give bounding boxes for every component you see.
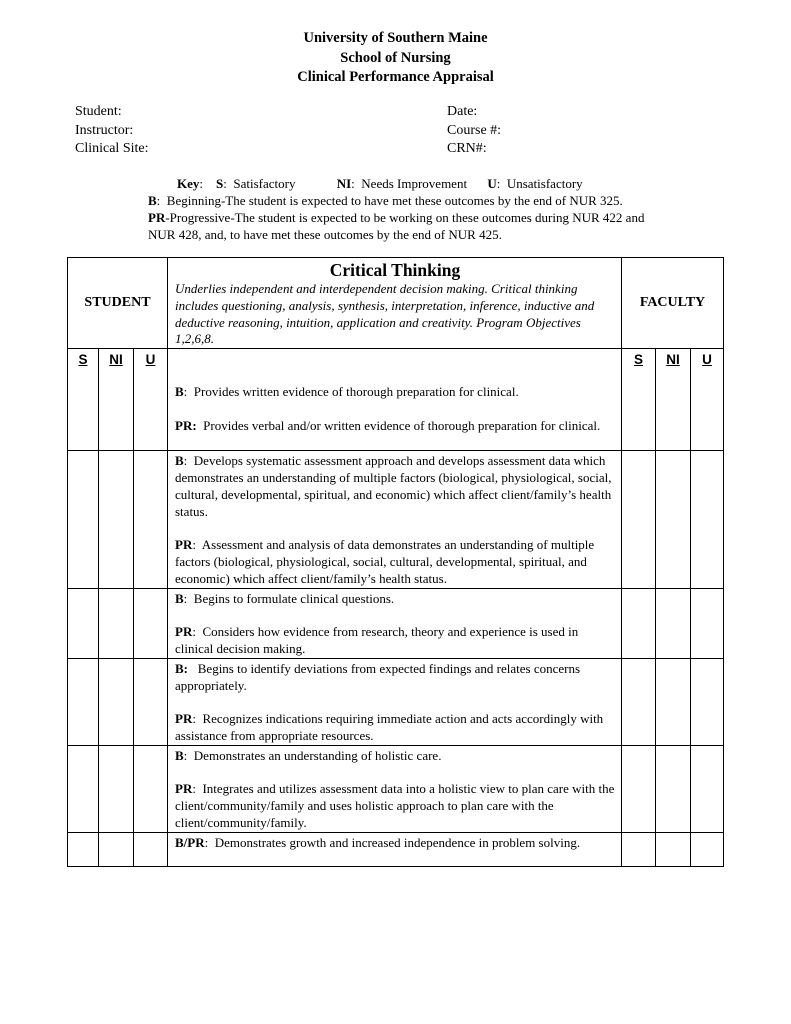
faculty-u-cell[interactable] xyxy=(691,745,724,832)
criterion-cell: B: Provides written evidence of thorough preparation for clinical. PR: Provides verbal and/or written evidence of thorough preparation for clinical. xyxy=(168,349,622,451)
student-header: STUDENT xyxy=(68,258,168,349)
faculty-ni-cell[interactable] xyxy=(656,588,691,658)
pr-text: Considers how evidence from research, theory and experience is used in clinical decision making. xyxy=(175,624,579,656)
criterion-cell: B: Begins to identify deviations from expected findings and relates concerns appropriately. PR: Recognizes indications requiring immediate action and acts accordingly with assistance from appropriate resources. xyxy=(168,658,622,745)
student-ni-cell[interactable] xyxy=(99,658,134,745)
course-label: Course #: xyxy=(447,122,502,138)
student-s-header: S xyxy=(68,349,99,451)
b-text: Provides written evidence of thorough preparation for clinical. xyxy=(193,384,519,400)
form-title: Clinical Performance Appraisal xyxy=(297,69,494,85)
pr-text: Assessment and analysis of data demonstrates an understanding of multiple factors (biological, physiological, social, cultural, developmental, spiritual, and economic) which affect client/family’s health status. xyxy=(175,537,595,586)
key-s-text: Satisfactory xyxy=(233,176,296,191)
faculty-s-cell[interactable] xyxy=(622,745,656,832)
b-label: B xyxy=(175,747,184,763)
b-pr-text: Demonstrates growth and increased independence in problem solving. xyxy=(214,834,581,850)
pr-label: PR xyxy=(175,537,193,553)
key-ni-code: NI xyxy=(336,176,352,191)
b-label: B xyxy=(175,384,184,400)
criterion-row xyxy=(68,745,724,832)
faculty-u-cell[interactable] xyxy=(691,832,724,866)
faculty-u-cell[interactable] xyxy=(691,451,724,588)
criterion-row xyxy=(68,832,724,866)
faculty-header: FACULTY xyxy=(622,258,724,349)
faculty-s-cell[interactable] xyxy=(622,832,656,866)
criterion-row xyxy=(68,451,724,588)
document-title xyxy=(0,29,791,88)
key-pr-text-1: -Progressive-The student is expected to be working on these outcomes during NUR 422 and xyxy=(165,210,645,225)
key-label: Key xyxy=(177,176,200,191)
pr-label: PR: xyxy=(175,417,197,433)
key-line: Key: S: Satisfactory NI: Needs Improvement U: Unsatisfactory xyxy=(177,176,583,191)
key-u-text: Unsatisfactory xyxy=(506,176,583,191)
section-description: Underlies independent and interdependent decision making. Critical thinking includes questioning, analysis, synthesis, interpretation, inference, inductive and deductive reasoning, intuition, application and creativity. Program Objectives 1,2,6,8. xyxy=(175,281,595,347)
b-text: Demonstrates an understanding of holistic care. xyxy=(193,747,442,763)
faculty-s-cell[interactable] xyxy=(622,451,656,588)
pr-label: PR xyxy=(175,711,193,727)
key-pr-code: PR xyxy=(148,210,166,225)
key-u-code: U xyxy=(487,176,497,191)
faculty-u-cell[interactable] xyxy=(691,658,724,745)
student-u-header: U xyxy=(134,349,168,451)
faculty-ni-cell[interactable] xyxy=(656,658,691,745)
faculty-ni-cell[interactable] xyxy=(656,745,691,832)
b-label: B xyxy=(175,453,184,469)
key-b-code: B xyxy=(148,193,157,208)
criterion-row xyxy=(68,588,724,658)
date-label: Date: xyxy=(447,104,478,119)
faculty-ni-cell[interactable] xyxy=(656,451,691,588)
key-pr-text-2: NUR 428, and, to have met these outcomes by the end of NUR 425. xyxy=(148,227,502,242)
faculty-s-cell[interactable] xyxy=(622,588,656,658)
b-label: B xyxy=(175,590,184,606)
faculty-ni-header: NI xyxy=(656,349,691,451)
info-right xyxy=(447,103,501,159)
key-pr-line xyxy=(148,209,644,226)
faculty-u-header: U xyxy=(691,349,724,451)
student-u-cell[interactable] xyxy=(134,745,168,832)
clinical-site-label: Clinical Site: xyxy=(75,141,149,156)
pr-text: Provides verbal and/or written evidence of thorough preparation for clinical. xyxy=(203,417,601,433)
criterion-row xyxy=(68,658,724,745)
key-pr-line-2 xyxy=(148,226,644,243)
student-ni-header: NI xyxy=(99,349,134,451)
criterion-row xyxy=(68,349,724,451)
student-s-cell[interactable] xyxy=(68,745,99,832)
info-left xyxy=(75,103,149,159)
criterion-cell: B: Demonstrates an understanding of holistic care. PR: Integrates and utilizes assessment data into a holistic view to plan care with the client/community/family and uses holistic approach to plan care with the client/community/family. xyxy=(168,745,622,832)
student-ni-cell[interactable] xyxy=(99,745,134,832)
b-text: Develops systematic assessment approach and develops assessment data which demonstrates an understanding of multiple factors (biological, physiological, social, cultural, developmental, spiritual, and economic) which affect client/family’s health status. xyxy=(175,453,612,519)
b-label: B: xyxy=(175,660,188,676)
crn-label: CRN#: xyxy=(447,141,487,156)
key-b-text: Beginning-The student is expected to have met these outcomes by the end of NUR 325. xyxy=(166,193,623,208)
criterion-cell: B: Develops systematic assessment approach and develops assessment data which demonstrates an understanding of multiple factors (biological, physiological, social, cultural, developmental, spiritual, and economic) which affect client/family’s health status. PR: Assessment and analysis of data demonstrates an understanding of multiple factors (biological, physiological, social, cultural, developmental, spiritual, and economic) which affect client/family’s health status. xyxy=(168,451,622,588)
faculty-ni-cell[interactable] xyxy=(656,832,691,866)
student-u-cell[interactable] xyxy=(134,658,168,745)
appraisal-table xyxy=(67,257,724,867)
student-s-cell[interactable] xyxy=(68,451,99,588)
pr-label: PR xyxy=(175,624,193,640)
b-pr-label: B/PR xyxy=(175,834,205,850)
faculty-s-header: S xyxy=(622,349,656,451)
b-text: Begins to identify deviations from expected findings and relates concerns appropriately. xyxy=(175,660,581,693)
grading-key xyxy=(148,175,644,243)
pr-label: PR xyxy=(175,781,193,797)
student-ni-cell[interactable] xyxy=(99,588,134,658)
school-name: School of Nursing xyxy=(340,49,451,66)
pr-text: Integrates and utilizes assessment data into a holistic view to plan care with the client/community/family and uses holistic approach to plan care with the client/community/family. xyxy=(175,781,615,830)
student-u-cell[interactable] xyxy=(134,588,168,658)
key-ni-text: Needs Improvement xyxy=(361,176,468,191)
student-label: Student: xyxy=(75,104,122,119)
section-title: Critical Thinking xyxy=(329,260,461,280)
student-u-cell[interactable] xyxy=(134,451,168,588)
student-ni-cell[interactable] xyxy=(99,832,134,866)
key-b-line: B: Beginning-The student is expected to have met these outcomes by the end of NUR 325. xyxy=(148,193,623,208)
student-s-cell[interactable] xyxy=(68,832,99,866)
student-s-cell[interactable] xyxy=(68,588,99,658)
key-s-code: S xyxy=(216,176,224,191)
faculty-s-cell[interactable] xyxy=(622,658,656,745)
criterion-cell: B: Begins to formulate clinical questions. PR: Considers how evidence from research, theory and experience is used in clinical decision making. xyxy=(168,588,622,658)
instructor-label: Instructor: xyxy=(75,122,134,138)
pr-text: Recognizes indications requiring immediate action and acts accordingly with assistance from appropriate resources. xyxy=(175,711,604,743)
b-text: Begins to formulate clinical questions. xyxy=(193,590,395,606)
faculty-u-cell[interactable] xyxy=(691,588,724,658)
student-s-cell[interactable] xyxy=(68,658,99,745)
student-u-cell[interactable] xyxy=(134,832,168,866)
section-header xyxy=(168,258,622,349)
student-ni-cell[interactable] xyxy=(99,451,134,588)
university-name: University of Southern Maine xyxy=(303,30,488,46)
criterion-cell: B/PR: Demonstrates growth and increased independence in problem solving. xyxy=(168,832,622,866)
